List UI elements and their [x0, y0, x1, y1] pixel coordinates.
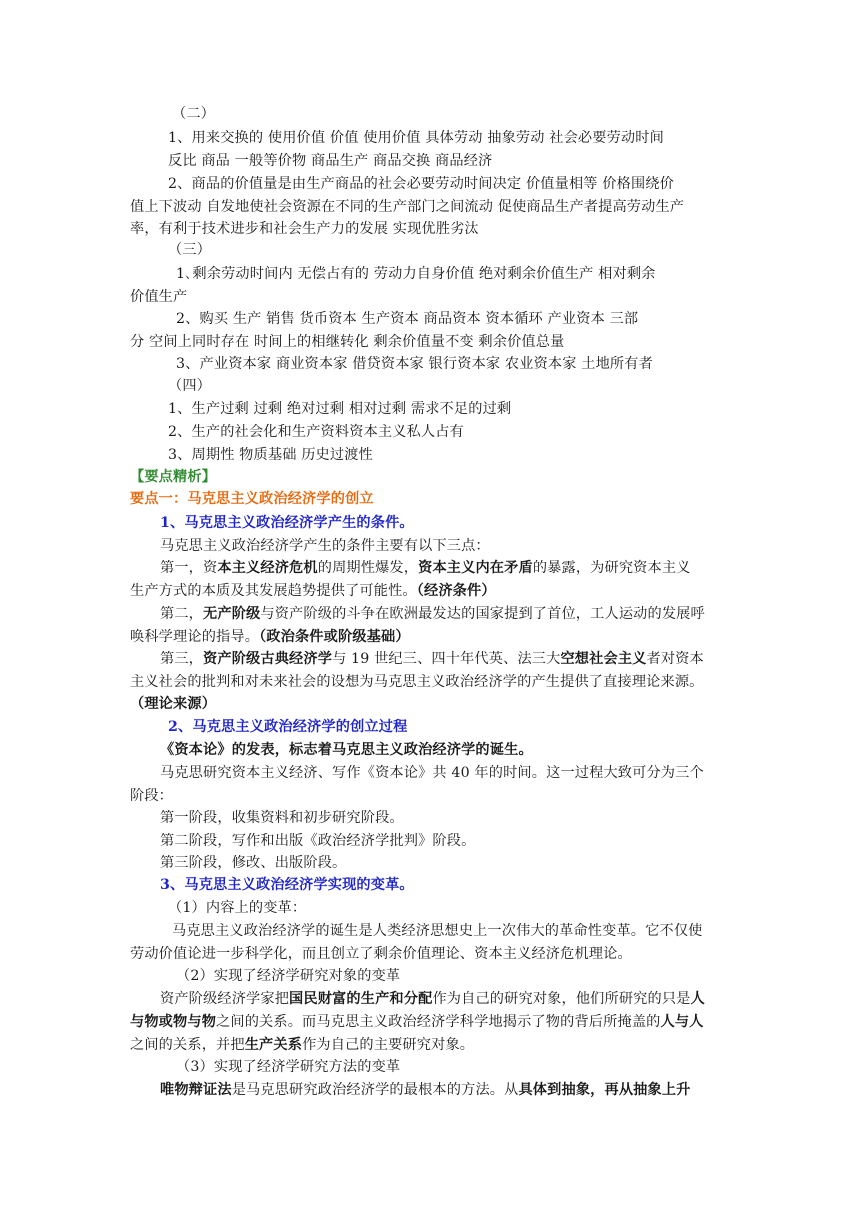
answer-line: 2、商品的价值量是由生产商品的社会必要劳动时间决定 价值量相等 价格围绕价 [168, 176, 674, 192]
paragraph-line: 唤科学理论的指导。（政治条件或阶级基础） [130, 629, 410, 645]
paragraph-line: 之间的关系，并把生产关系作为自己的主要研究对象。 [130, 1037, 475, 1053]
paragraph-line: 第二，无产阶级与资产阶级的斗争在欧洲最发达的国家提到了首位，工人运动的发展呼 [160, 606, 705, 622]
answer-line: 2、生产的社会化和生产资料资本主义私人占有 [168, 424, 464, 440]
subsection-title: 1、马克思主义政治经济学产生的条件。 [160, 515, 414, 531]
paragraph-line: 生产方式的本质及其发展趋势提供了可能性。（经济条件） [130, 583, 496, 599]
answer-line: 价值生产 [130, 289, 188, 305]
section-heading-3: （三） [168, 242, 212, 258]
answer-line: 1、用来交换的 使用价值 价值 使用价值 具体劳动 抽象劳动 社会必要劳动时间 [168, 130, 664, 146]
paragraph-line: 第三阶段，修改、出版阶段。 [160, 855, 347, 871]
subsection-title: 2、马克思主义政治经济学的创立过程 [168, 719, 408, 735]
paragraph-line: 第三，资产阶级古典经济学与 19 世纪三、四十年代英、法三大空想社会主义者对资本 [160, 651, 704, 667]
paragraph-line: 马克思研究资本主义经济、写作《资本论》共 40 年的时间。这一过程大致可分为三个 [160, 765, 704, 781]
paragraph-line: 马克思主义政治经济学产生的条件主要有以下三点： [160, 538, 490, 554]
paragraph-line: 《资本论》的发表，标志着马克思主义政治经济学的诞生。 [160, 742, 533, 758]
answer-line: 值上下波动 自发地使社会资源在不同的生产部门之间流动 促使商品生产者提高劳动生产 [130, 199, 685, 215]
answer-line: 分 空间上同时存在 时间上的相继转化 剩余价值量不变 剩余价值总量 [130, 334, 565, 350]
paragraph-line: 马克思主义政治经济学的诞生是人类经济思想史上一次伟大的革命性变革。它不仅使 [172, 923, 703, 939]
paragraph-line: （理论来源） [130, 696, 217, 712]
paragraph-line: 第一，资本主义经济危机的周期性爆发，资本主义内在矛盾的暴露，为研究资本主义 [160, 560, 691, 576]
paragraph-line: 与物或物与物之间的关系。而马克思主义政治经济学科学地揭示了物的背后所掩盖的人与人 [130, 1014, 704, 1030]
answer-line: 率，有利于技术进步和社会生产力的发展 实现优胜劣汰 [130, 221, 479, 237]
answer-line: 3、产业资本家 商业资本家 借贷资本家 银行资本家 农业资本家 土地所有者 [176, 356, 653, 372]
paragraph-line: （3）实现了经济学研究方法的变革 [176, 1059, 401, 1075]
paragraph-line: 劳动价值论进一步科学化，而且创立了剩余价值理论、资本主义经济危机理论。 [130, 946, 632, 962]
point-heading: 要点一：马克思主义政治经济学的创立 [130, 491, 374, 507]
paragraph-line: （1）内容上的变革： [168, 900, 307, 916]
subsection-title: 3、马克思主义政治经济学实现的变革。 [160, 877, 414, 893]
paragraph-line: 资产阶级经济学家把国民财富的生产和分配作为自己的研究对象，他们所研究的只是人 [160, 991, 705, 1007]
answer-line: 2、购买 生产 销售 货币资本 生产资本 商品资本 资本循环 产业资本 三部 [176, 311, 639, 327]
answer-line: 反比 商品 一般等价物 商品生产 商品交换 商品经济 [168, 153, 493, 169]
answer-line: 3、周期性 物质基础 历史过渡性 [168, 447, 373, 463]
section-heading-2: （二） [172, 106, 216, 122]
paragraph-line: （2）实现了经济学研究对象的变革 [176, 968, 401, 984]
paragraph-line: 主义社会的批判和对未来社会的设想为马克思主义政治经济学的产生提供了直接理论来源。 [130, 674, 704, 690]
paragraph-line: 第一阶段，收集资料和初步研究阶段。 [160, 810, 404, 826]
answer-line: 1、生产过剩 过剩 绝对过剩 相对过剩 需求不足的过剩 [168, 401, 512, 417]
paragraph-line: 第二阶段，写作和出版《政治经济学批判》阶段。 [160, 833, 476, 849]
key-points-title: 【要点精析】 [130, 469, 217, 485]
paragraph-line: 唯物辩证法是马克思研究政治经济学的最根本的方法。从具体到抽象，再从抽象上升 [160, 1082, 691, 1098]
answer-line: 1､剩余劳动时间内 无偿占有的 劳动力自身价值 绝对剩余价值生产 相对剩余 [176, 266, 656, 282]
section-heading-4: （四） [168, 378, 212, 394]
paragraph-line: 阶段： [130, 788, 174, 804]
